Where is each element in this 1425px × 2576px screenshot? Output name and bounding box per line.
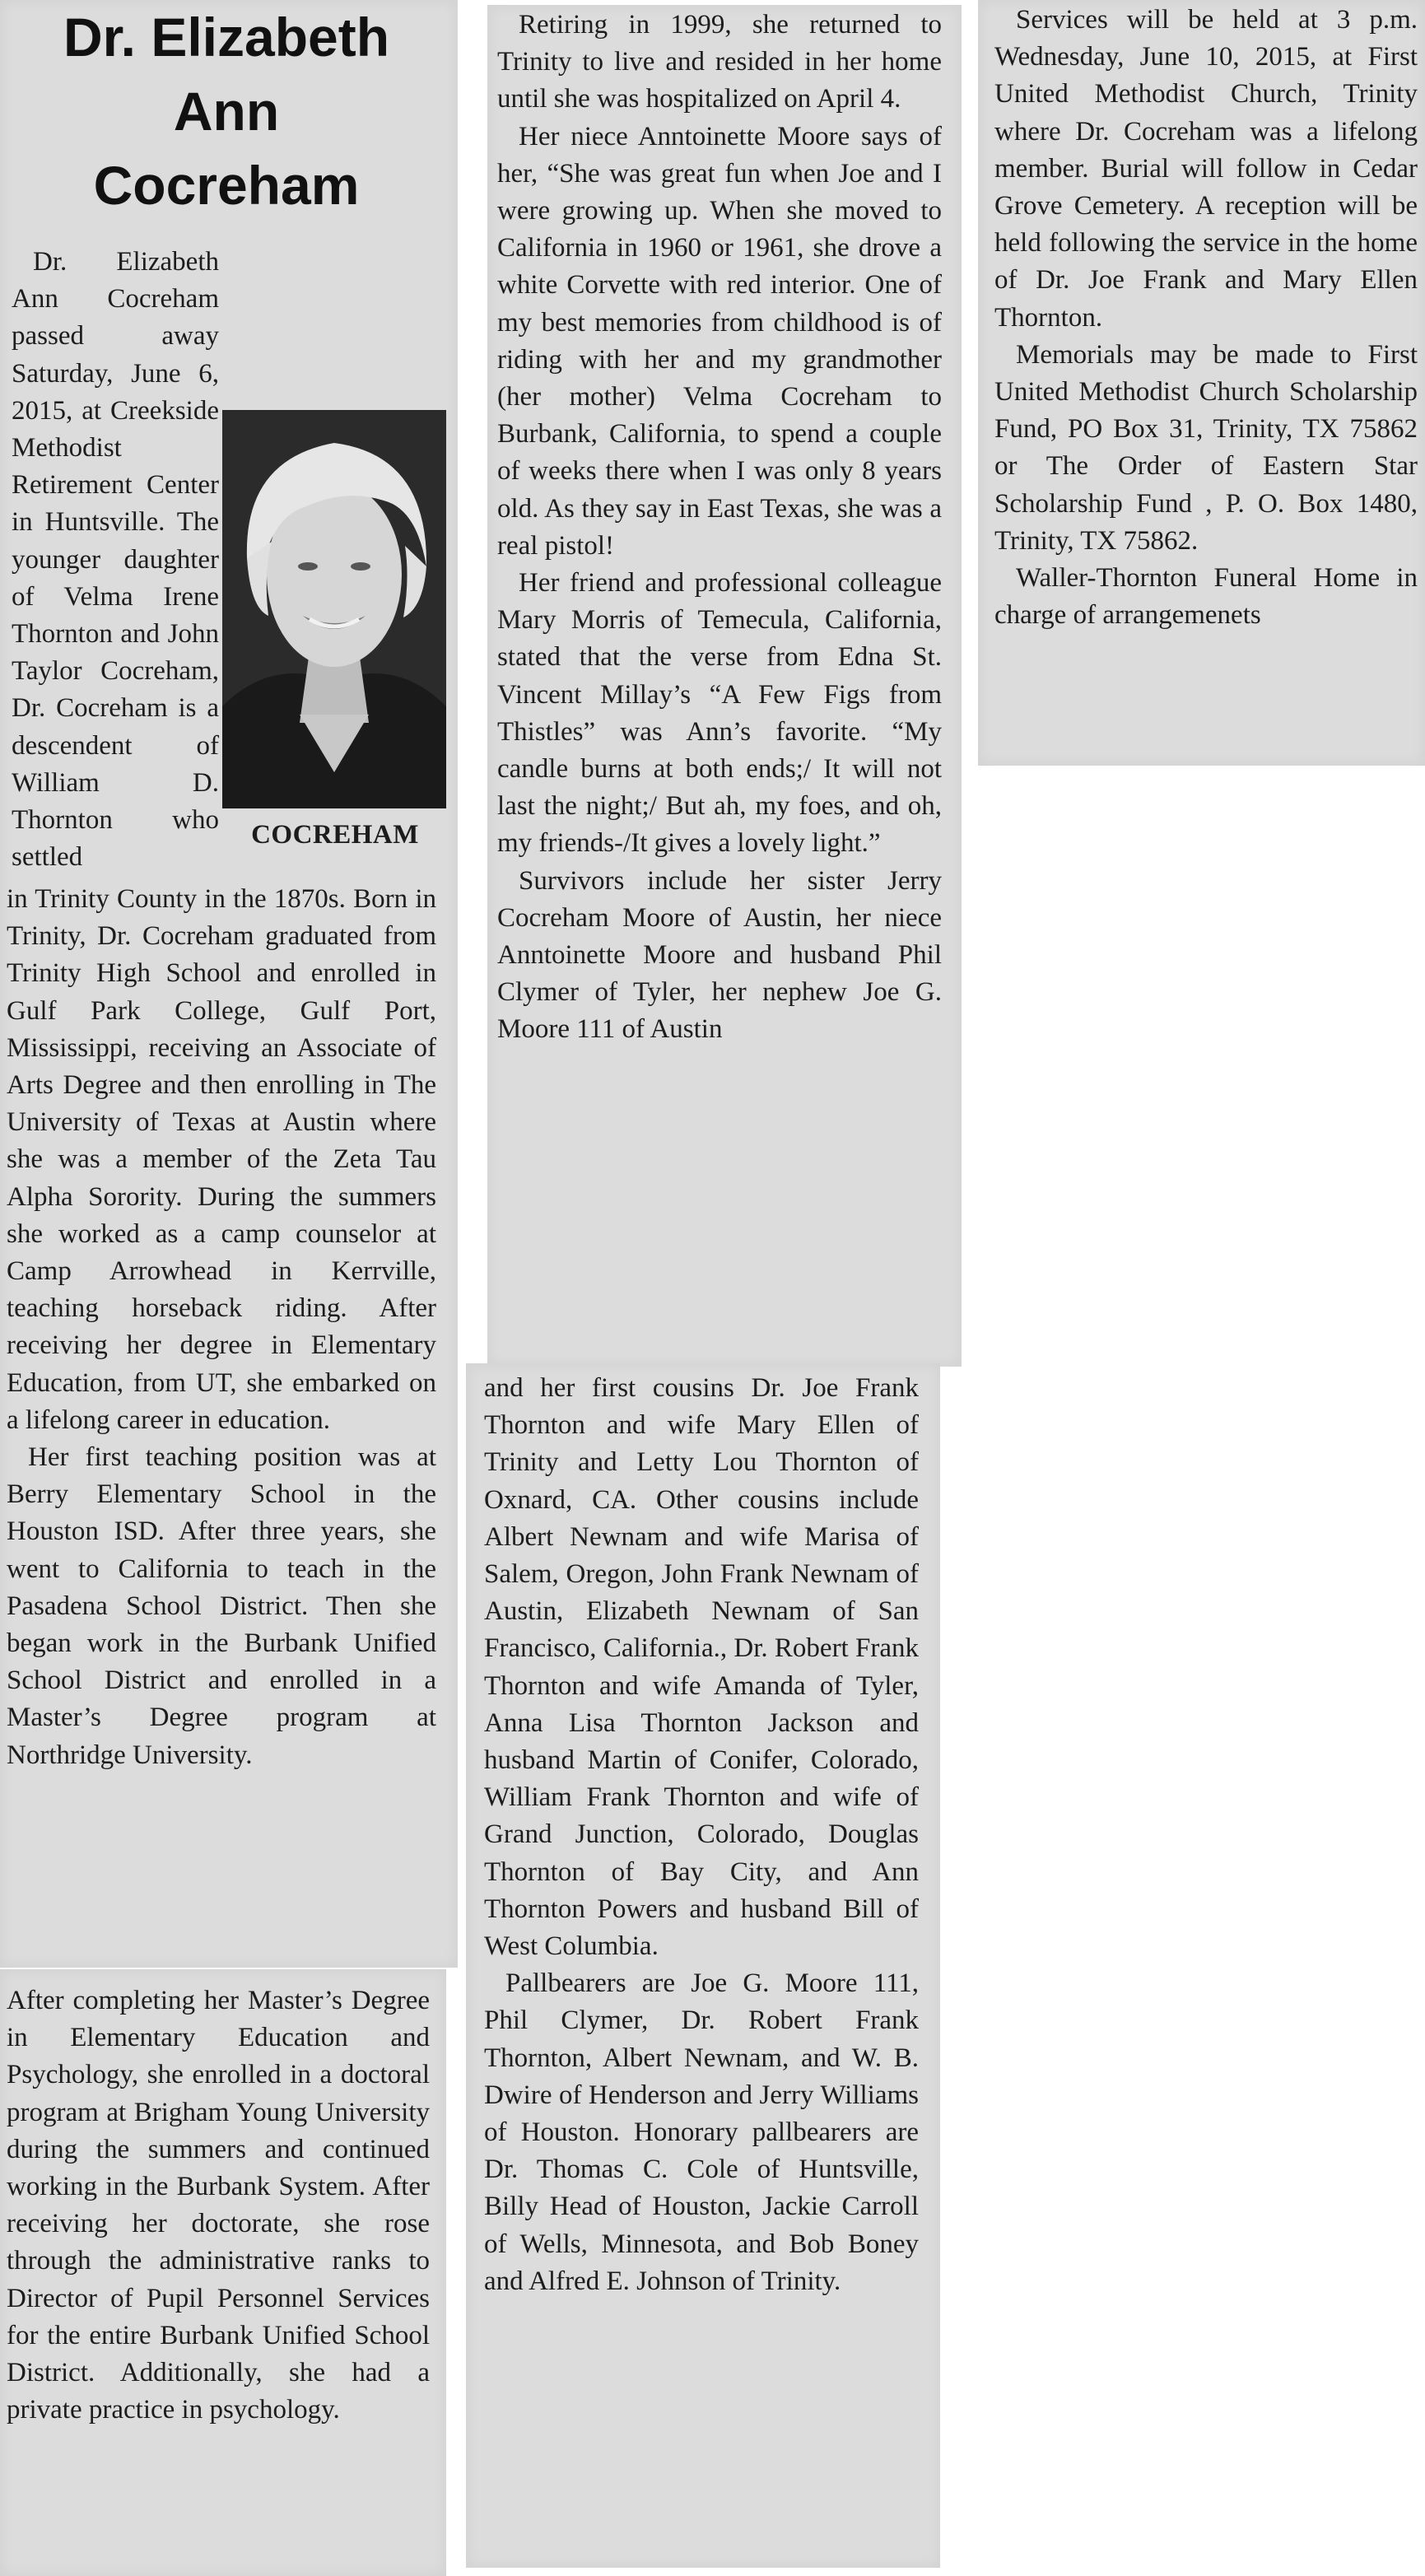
paragraph-2: Her first teaching position was at Berry Elementary School in the Houston ISD. After three years, she went to California to teach in the Pasadena School District. Then she began work in the Burbank Unified School District and enrolled in a Master’s Degree program at Northridge University. xyxy=(7,1442,436,1770)
paragraph-1-continued: in Trinity County in the 1870s. Born in Trinity, Dr. Cocreham graduated from Trinity High School and enrolled in Gulf Park College, Gulf Port, Mississippi, receiving an Associate of Arts Degree and then enrolling in The University of Texas at Austin where she was a member of the Zeta Tau Alpha Sorority. During the summers she worked as a camp counselor at Camp Arrowhead in Kerrville, teaching horseback riding. After receiving her degree in Elementary Education, from UT, she embarked on a lifelong career in education. xyxy=(7,884,436,1435)
paragraph-4: Retiring in 1999, she returned to Trinity to live and resided in her home until she was hospitalized on April 4. xyxy=(497,10,942,114)
headline-line-3: Cocreham xyxy=(93,155,360,216)
headline-line-1: Dr. Elizabeth xyxy=(63,7,390,68)
portrait-illustration xyxy=(222,410,446,808)
column-3-text xyxy=(994,2,1418,634)
photo-caption: COCREHAM xyxy=(251,820,419,850)
paragraph-5: Her niece Anntoinette Moore says of her, “She was great fun when Joe and I were growing up. When she moved to California in 1960 or 1961, she drove a white Corvette with red interior. One of my best memories from childhood is of riding with her and my grandmother (her mother) Velma Cocreham to Burbank, California, to spend a couple of weeks there when I was only 8 years old. As they say in East Texas, she was a real pistol! xyxy=(497,121,942,561)
column-1-bottom-text xyxy=(7,1982,430,2429)
headline-line-2: Ann xyxy=(173,81,280,142)
paragraph-7: Survivors include her sister Jerry Cocreham Moore of Austin, her niece Anntoinette Moore and husband Phil Clymer of Tyler, her nephew Joe G. Moore 111 of Austin xyxy=(497,865,942,1045)
column-1-full-text xyxy=(7,881,436,1774)
paragraph-1-wrapped: Dr. Elizabeth Ann Cocreham passed away Saturday, June 6, 2015, at Creekside Methodist Retirement Center in Huntsville. The younger daughter of Velma Irene Thornton and John Taylor Cocreham, Dr. Cocreham is a descendent of William D. Thornton who settled xyxy=(12,247,219,873)
portrait-photo xyxy=(222,410,446,808)
column-1-wrapped-text xyxy=(12,244,219,876)
obituary-headline xyxy=(8,0,445,222)
paragraph-3: After completing her Master’s Degree in Elementary Education and Psychology, she enrolled in a doctoral program at Brigham Young University during the summers and continued working in the Burbank System. After receiving her doctorate, she rose through the administrative ranks to Director of Pupil Personnel Services for the entire Burbank Unified School District. Additionally, she had a private practice in psychology. xyxy=(7,1986,430,2425)
paragraph-9: Services will be held at 3 p.m. Wednesday, June 10, 2015, at First United Methodist Church, Trinity where Dr. Cocreham was a lifelong member. Burial will follow in Cedar Grove Cemetery. A reception will be held following the service in the home of Dr. Joe Frank and Mary Ellen Thornton. xyxy=(994,5,1418,333)
paragraph-6: Her friend and professional colleague Mary Morris of Temecula, California, stated that the verse from Edna St. Vincent Millay’s “A Few Figs from Thistles” was Ann’s favorite. “My candle burns at both ends;/ It will not last the night;/ But ah, my foes, and oh, my friends-/It gives a lovely light.” xyxy=(497,568,942,859)
paragraph-7-continued: and her first cousins Dr. Joe Frank Thornton and wife Mary Ellen of Trinity and Letty Lou Thornton of Oxnard, CA. Other cousins include Albert Newnam and wife Marisa of Salem, Oregon, John Frank Newnam of Austin, Elizabeth Newnam of San Francisco, California., Dr. Robert Frank Thornton and wife Amanda of Tyler, Anna Lisa Thornton Jackson and husband Martin of Conifer, Colorado, William Frank Thornton and wife of Grand Junction, Colorado, Douglas Thornton of Bay City, and Ann Thornton Powers and husband Bill of West Columbia. xyxy=(484,1373,919,1962)
paragraph-8: Pallbearers are Joe G. Moore 111, Phil Clymer, Dr. Robert Frank Thornton, Albert Newnam, and W. B. Dwire of Henderson and Jerry Williams of Houston. Honorary pallbearers are Dr. Thomas C. Cole of Huntsville, Billy Head of Houston, Jackie Carroll of Wells, Minnesota, and Bob Boney and Alfred E. Johnson of Trinity. xyxy=(484,1968,919,2296)
paragraph-11: Waller-Thornton Funeral Home in charge of arrangemenets xyxy=(994,563,1418,631)
paragraph-10: Memorials may be made to First United Methodist Church Scholarship Fund, PO Box 31, Trinity, TX 75862 or The Order of Eastern Star Scholarship Fund , P. O. Box 1480, Trinity, TX 75862. xyxy=(994,339,1418,556)
column-2-top-text xyxy=(497,7,942,1049)
column-2-bottom-text xyxy=(484,1370,919,2300)
